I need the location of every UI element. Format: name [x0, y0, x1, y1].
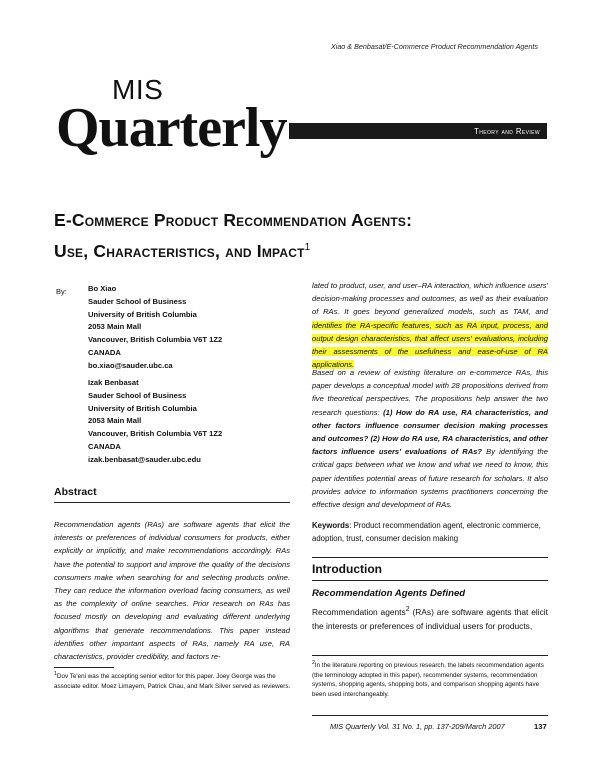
intro-rule-top [312, 557, 548, 558]
author-affil: Vancouver, British Columbia V6T 1Z2 [88, 335, 223, 345]
title-line-1: E-Commerce Product Recommendation Agents: [54, 210, 413, 230]
footnote-2-rule [312, 655, 548, 656]
footnote-rule [54, 667, 114, 668]
introduction-heading: Introduction [312, 562, 382, 576]
author-name: Izak Benbasat [88, 378, 139, 387]
running-head: Xiao & Benbasat/E-Commerce Product Recommendation Agents [330, 42, 538, 51]
author-affil: 2053 Main Mall [88, 416, 142, 426]
paper-title [54, 207, 544, 265]
title-footnote-mark: 1 [304, 242, 311, 253]
logo-quarterly-text: Quarterly [56, 97, 287, 159]
logo-mis-text: MIS [112, 74, 164, 105]
author-email[interactable]: bo.xiao@sauder.ubc.ca [88, 360, 173, 370]
author-affil: Sauder School of Business [88, 390, 187, 400]
author-name: Bo Xiao [88, 284, 117, 293]
research-questions: (1) How do RA use, RA characteristics, and other factors influence consumer decision making processes and outcomes? (2) How do RA use, RA characteristics, and other factors influence users' evaluations of RAs? [312, 407, 548, 457]
author-affil: University of British Columbia [88, 403, 197, 413]
intro-rule-bottom [312, 580, 548, 581]
by-label: By: [56, 287, 67, 296]
keywords: Keywords: Product recommendation agent, electronic commerce, adoption, trust, consumer decision making [312, 521, 541, 544]
author-affil: CANADA [88, 441, 121, 451]
abstract-heading: Abstract [54, 486, 97, 498]
footnote-2: $^2$In the literature reporting on previous research, the labels recommendation agents (the terminology adopted in this paper), recommender systems, recommendation systems, shopping agents, shopping bots, and comparison shopping agents have been used interchangeably. [312, 660, 544, 698]
abstract-continued: lated to product, user, and user–RA interaction, which influence users' decision-making processes and outcomes, as well as their evaluation of RAs. It goes beyond generalized models, such as TAM, and identifies the RA-specific features, such as RA input, process, and output design characteristics, that affect users' evaluations, including their assessments of the usefulness and ease-of-use of RA applications. [312, 281, 548, 370]
highlighted-text: identifies the RA-specific features, such as RA input, process, and output design characteristics, that affect users' evaluations, including their assessments of the usefulness and ease-of-use of RA applications. [312, 320, 548, 370]
author-affil: CANADA [88, 347, 121, 357]
author-email[interactable]: izak.benbasat@sauder.ubc.edu [88, 454, 201, 464]
section-tag: Theory and Review [474, 127, 540, 136]
author-affil: University of British Columbia [88, 309, 197, 319]
author-affil: Vancouver, British Columbia V6T 1Z2 [88, 429, 223, 439]
subheading: Recommendation Agents Defined [312, 588, 466, 599]
abstract-rule [54, 502, 290, 503]
introduction-body: Recommendation agents$^2$ (RAs) are software agents that elicit the interests or preferences of individual users for products, [312, 606, 548, 631]
abstract-body: Recommendation agents (RAs) are software agents that elicit the interests or preferences of individual consumers for products, either explicitly or implicitly, and make recommendations accordingly. RAs have the potential to support and improve the quality of the decisions consumers make when searching for and selecting products online. They can reduce the information overload facing consumers, as well as the complexity of online searches. Prior research on RAs has focused mostly on developing and evaluating different underlying algorithms that generate recommendations. This paper instead identifies other important aspects of RAs, namely RA use, RA characteristics, provider credibility, and factors re- [54, 520, 290, 662]
title-line-2: Use, Characteristics, and Impact$^1$ [54, 240, 311, 261]
footnote-1: $^1$Dov Te'eni was the accepting senior editor for this paper. Joey George was the associate editor. Moez Limayem, Patrick Chau, and Mark Silver served as reviewers. [54, 671, 291, 690]
author-affil: 2053 Main Mall [88, 322, 142, 332]
page-number: 137 [534, 722, 547, 731]
abstract-paragraph-2: Based on a review of existing literature on e-commerce RAs, this paper develops a conceptual model with 28 propositions derived from five theoretical perspectives. The propositions help answer the two research questions: (1) How do RA use, RA characteristics, and other factors influence consumer decision making processes and outcomes? (2) How do RA use, RA characteristics, and other factors influence users' evaluations of RAs? By identifying the critical gaps between what we know and what we need to know, this paper identifies potential areas of future research for scholars. It also provides advice to information systems practitioners concerning the effective design and development of RAs. [312, 368, 548, 510]
footer-rule [312, 715, 548, 716]
author-block [88, 283, 222, 373]
author-block [88, 377, 222, 467]
footer-citation: MIS Quarterly Vol. 31 No. 1, pp. 137-209/March 2007 [330, 722, 505, 731]
author-affil: Sauder School of Business [88, 296, 187, 306]
